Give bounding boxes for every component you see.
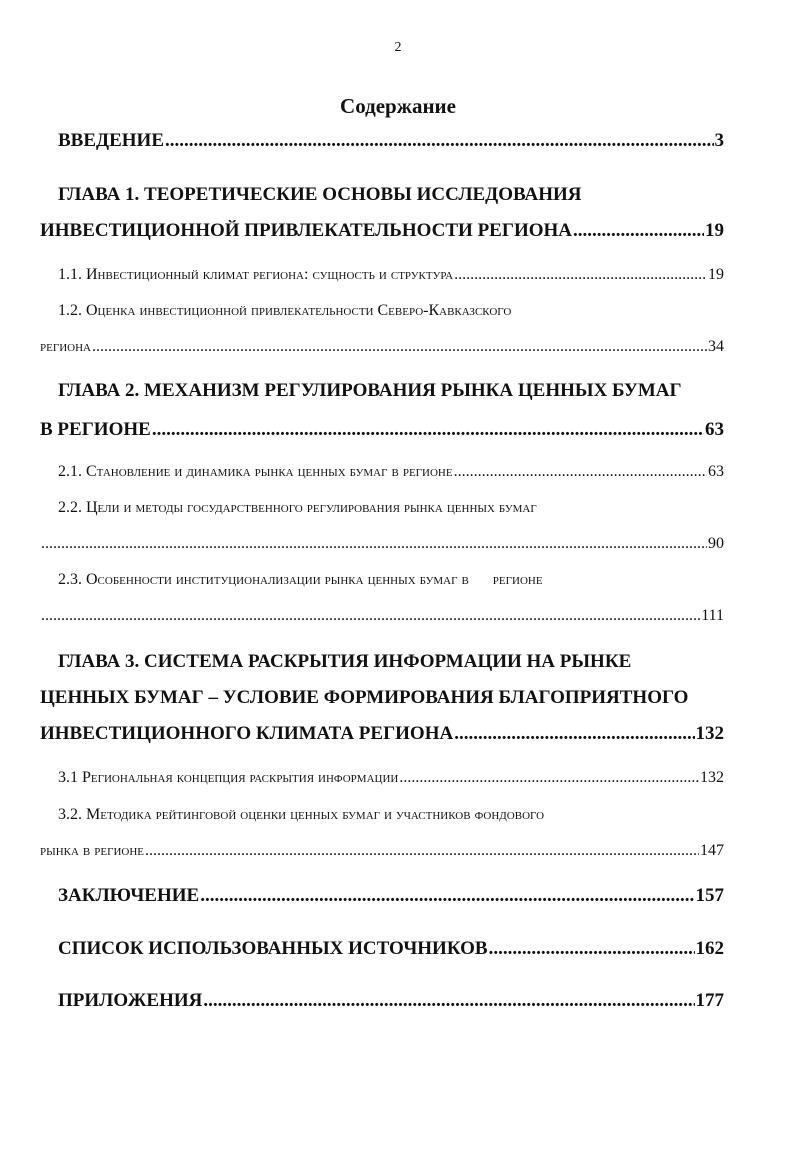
entry-page: 111 bbox=[701, 607, 724, 624]
entry-text: 1.1. Инвестиционный климат региона: сущность и структура bbox=[58, 266, 454, 283]
dot-leader bbox=[200, 885, 694, 907]
chapter-2-title-line1: ГЛАВА 2. МЕХАНИЗМ РЕГУЛИРОВАНИЯ РЫНКА ЦЕННЫХ БУМАГ bbox=[58, 380, 682, 401]
dot-leader bbox=[454, 266, 707, 284]
dot-leader bbox=[165, 130, 714, 152]
entry-page: 19 bbox=[708, 266, 724, 283]
dot-leader bbox=[152, 419, 704, 441]
page-number: 2 bbox=[394, 40, 402, 55]
chapter-3-title-line1: ГЛАВА 3. СИСТЕМА РАСКРЫТИЯ ИНФОРМАЦИИ НА РЫНКЕ bbox=[58, 651, 632, 672]
entry-page: 90 bbox=[708, 535, 724, 552]
entry-text: В РЕГИОНЕ bbox=[40, 419, 151, 440]
dot-leader bbox=[489, 938, 695, 960]
toc-entry-conclusion[interactable] bbox=[58, 885, 724, 907]
toc-entry-chapter-1[interactable] bbox=[40, 220, 724, 242]
chapter-3-title-line2: ЦЕННЫХ БУМАГ – УСЛОВИЕ ФОРМИРОВАНИЯ БЛАГОПРИЯТНОГО bbox=[40, 687, 689, 708]
toc-entry-2-3[interactable] bbox=[40, 607, 724, 625]
entry-text: ВВЕДЕНИЕ bbox=[58, 130, 164, 151]
toc-entry-intro[interactable] bbox=[58, 130, 724, 152]
section-3-2-title-line1: 3.2. Методика рейтинговой оценки ценных бумаг и участников фондового bbox=[58, 806, 545, 823]
dot-leader bbox=[573, 220, 704, 242]
toc-entry-chapter-3[interactable] bbox=[40, 723, 724, 745]
entry-page: 34 bbox=[708, 338, 724, 355]
chapter-1-title-line1: ГЛАВА 1. ТЕОРЕТИЧЕСКИЕ ОСНОВЫ ИССЛЕДОВАНИЯ bbox=[58, 184, 582, 205]
dot-leader bbox=[399, 769, 699, 787]
entry-page: 3 bbox=[714, 130, 724, 151]
entry-text: рынка в регионе bbox=[40, 842, 145, 859]
entry-text: ИНВЕСТИЦИОННОГО КЛИМАТА РЕГИОНА bbox=[40, 723, 454, 744]
entry-text: ИНВЕСТИЦИОННОЙ ПРИВЛЕКАТЕЛЬНОСТИ РЕГИОНА bbox=[40, 220, 572, 241]
entry-page: 157 bbox=[695, 885, 724, 906]
dot-leader bbox=[145, 842, 699, 860]
toc-entry-appendix[interactable] bbox=[58, 990, 724, 1012]
toc-entry-2-2[interactable] bbox=[40, 535, 724, 553]
toc-entry-2-1[interactable] bbox=[58, 463, 724, 481]
entry-text: ПРИЛОЖЕНИЯ bbox=[58, 990, 203, 1011]
entry-text: 3.1 Региональная концепция раскрытия информации bbox=[58, 769, 399, 786]
entry-text: 2.1. Становление и динамика рынка ценных бумаг в регионе bbox=[58, 463, 453, 480]
entry-page: 19 bbox=[705, 220, 724, 241]
entry-text: СПИСОК ИСПОЛЬЗОВАННЫХ ИСТОЧНИКОВ bbox=[58, 938, 488, 959]
entry-text: ЗАКЛЮЧЕНИЕ bbox=[58, 885, 200, 906]
dot-leader bbox=[454, 723, 694, 745]
entry-page: 177 bbox=[695, 990, 724, 1011]
entry-page: 147 bbox=[700, 842, 724, 859]
entry-page: 63 bbox=[705, 419, 724, 440]
entry-text: региона bbox=[40, 338, 91, 355]
dot-leader bbox=[41, 607, 700, 625]
entry-page: 162 bbox=[695, 938, 724, 959]
entry-page: 132 bbox=[695, 723, 724, 744]
toc-entry-sources[interactable] bbox=[58, 938, 724, 960]
dot-leader bbox=[454, 463, 707, 481]
section-2-3-title-line1: 2.3. Особенности институционализации рынка ценных бумаг в регионе bbox=[58, 571, 543, 588]
section-2-2-title-line1: 2.2. Цели и методы государственного регулирования рынка ценных бумаг bbox=[58, 499, 537, 516]
dot-leader bbox=[203, 990, 694, 1012]
dot-leader bbox=[92, 338, 707, 356]
entry-page: 63 bbox=[708, 463, 724, 480]
entry-page: 132 bbox=[700, 769, 724, 786]
toc-entry-3-2[interactable] bbox=[40, 842, 724, 860]
section-1-2-title-line1: 1.2. Оценка инвестиционной привлекательности Северо-Кавказского bbox=[58, 302, 512, 319]
toc-entry-chapter-2[interactable] bbox=[40, 419, 724, 441]
toc-entry-1-2[interactable] bbox=[40, 338, 724, 356]
dot-leader bbox=[41, 535, 707, 553]
toc-title: Содержание bbox=[340, 94, 456, 118]
toc-entry-1-1[interactable] bbox=[58, 266, 724, 284]
toc-entry-3-1[interactable] bbox=[58, 769, 724, 787]
